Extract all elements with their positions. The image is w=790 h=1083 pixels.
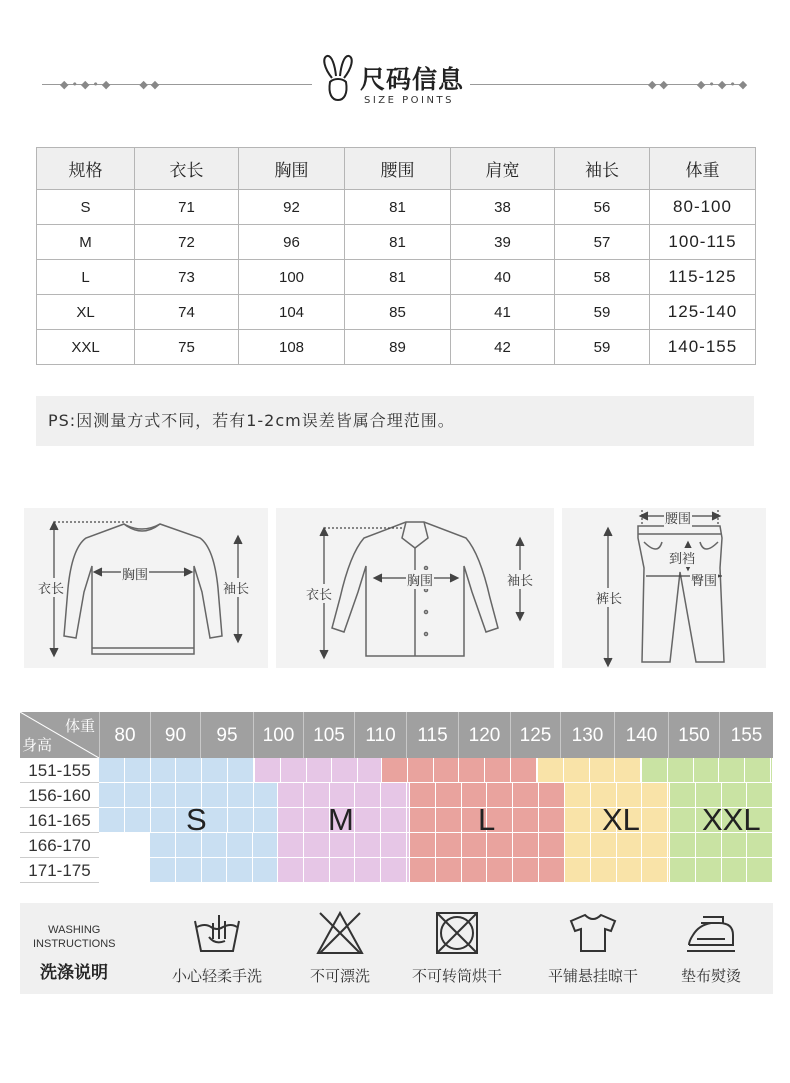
grid-cell-m — [278, 783, 304, 808]
table-cell: 58 — [555, 260, 650, 295]
grid-cell-s — [125, 758, 151, 783]
weight-axis-label: 体重 — [64, 717, 95, 735]
waist-label: 腰围 — [664, 508, 692, 527]
grid-cell-s — [151, 783, 177, 808]
column-header: 肩宽 — [451, 148, 555, 190]
size-zone-label: S — [186, 802, 207, 837]
length-label: 裤长 — [595, 588, 623, 607]
page-subtitle: SIZE POINTS — [364, 95, 454, 106]
grid-cell-s — [150, 833, 176, 858]
iron-with-cloth-icon — [683, 909, 739, 957]
grid-cell-s — [99, 758, 125, 783]
grid-cell-m — [278, 858, 304, 883]
size-zone-label: M — [328, 802, 354, 837]
grid-cell-m — [355, 808, 381, 833]
grid-cell-xxl — [719, 758, 745, 783]
washing-title-line: WASHING — [48, 924, 101, 936]
grid-cell-xl — [538, 758, 564, 783]
grid-corner — [20, 712, 99, 758]
grid-cell-l — [539, 783, 565, 808]
grid-cell-xl — [615, 758, 641, 783]
grid-cell-xl — [642, 858, 668, 883]
grid-cell-l — [436, 833, 462, 858]
table-cell: 41 — [451, 295, 555, 330]
grid-cell-l — [382, 758, 408, 783]
ornament-icon: ◆•◆•◆ ◆◆ — [60, 78, 163, 91]
grid-cell-xl — [591, 858, 617, 883]
table-row — [37, 190, 756, 225]
grid-cell-l — [513, 858, 539, 883]
hand-wash-icon — [191, 909, 243, 957]
grid-cell-m — [381, 783, 407, 808]
grid-cell-m — [281, 758, 307, 783]
table-cell: 72 — [135, 225, 239, 260]
rabbit-logo-icon — [318, 52, 358, 104]
weight-column-header: 80 — [99, 712, 150, 758]
grid-cell-l — [436, 783, 462, 808]
grid-cell-s — [228, 783, 254, 808]
grid-cell-m — [332, 758, 358, 783]
grid-cell-s — [150, 858, 176, 883]
wash-label: 不可转筒烘干 — [411, 967, 502, 985]
grid-cell-xl — [564, 758, 590, 783]
wash-label: 小心轻柔手洗 — [171, 967, 262, 985]
weight-column-header: 90 — [150, 712, 200, 758]
page-title: 尺码信息 — [360, 65, 465, 94]
grid-cell-xxl — [747, 858, 773, 883]
column-header: 规格 — [37, 148, 135, 190]
table-cell: 140-155 — [650, 330, 756, 365]
hip-label: 臀围 — [690, 570, 718, 589]
grid-cell-xxl — [670, 833, 696, 858]
grid-cell-l — [539, 833, 565, 858]
grid-cell-m — [307, 758, 333, 783]
grid-cell-m — [304, 808, 330, 833]
height-row-label: 166-170 — [20, 833, 99, 858]
height-row-label: 171-175 — [20, 858, 99, 883]
table-cell: 81 — [345, 190, 451, 225]
table-cell: 104 — [239, 295, 345, 330]
column-header: 袖长 — [555, 148, 650, 190]
pants-diagram — [562, 508, 766, 668]
table-cell: 89 — [345, 330, 451, 365]
grid-cell-s — [176, 758, 202, 783]
table-cell: 40 — [451, 260, 555, 295]
grid-cell-l — [513, 833, 539, 858]
weight-column-header: 130 — [560, 712, 614, 758]
shirt-diagram — [276, 508, 554, 668]
measurement-note: PS:因测量方式不同，若有1-2cm误差皆属合理范围。 — [36, 396, 754, 446]
wash-item — [281, 909, 399, 986]
grid-cell-xxl — [670, 783, 696, 808]
grid-cell-l — [462, 858, 488, 883]
sleeve-label: 袖长 — [222, 578, 250, 597]
grid-cell-l — [436, 858, 462, 883]
weight-column-header: 115 — [406, 712, 458, 758]
grid-cell-xl — [565, 808, 591, 833]
height-axis-label: 身高 — [22, 736, 53, 754]
length-label: 衣长 — [37, 578, 65, 597]
table-cell: 56 — [555, 190, 650, 225]
table-cell: 85 — [345, 295, 451, 330]
grid-cell-xxl — [642, 758, 668, 783]
washing-title-cn: 洗涤说明 — [40, 963, 108, 983]
grid-cell-l — [511, 758, 537, 783]
table-cell: 108 — [239, 330, 345, 365]
table-cell: L — [37, 260, 135, 295]
wash-label: 不可漂洗 — [309, 967, 370, 985]
grid-cell-m — [255, 758, 281, 783]
ornament-icon: ◆◆ ◆•◆•◆ — [648, 78, 751, 91]
grid-cell-l — [485, 758, 511, 783]
table-cell: 115-125 — [650, 260, 756, 295]
grid-cell-m — [278, 833, 304, 858]
grid-cell-s — [227, 833, 253, 858]
chest-label: 胸围 — [121, 564, 149, 583]
grid-cell-m — [355, 858, 381, 883]
table-row — [37, 295, 756, 330]
crotch-label: 到裆 — [668, 548, 696, 567]
sweater-diagram — [24, 508, 268, 668]
grid-cell-s — [202, 758, 228, 783]
weight-column-header: 150 — [668, 712, 719, 758]
table-cell: 75 — [135, 330, 239, 365]
table-cell: 92 — [239, 190, 345, 225]
washing-title-line: INSTRUCTIONS — [33, 938, 116, 950]
grid-cell-xl — [565, 858, 591, 883]
table-cell: 74 — [135, 295, 239, 330]
washing-title-en — [33, 923, 116, 951]
grid-cell-s — [151, 808, 177, 833]
grid-cell-s — [202, 858, 228, 883]
grid-cell-l — [539, 858, 565, 883]
table-cell: 81 — [345, 260, 451, 295]
size-table — [36, 147, 756, 365]
table-header-row — [37, 148, 756, 190]
grid-cell-s — [254, 783, 278, 808]
grid-cell-l — [513, 808, 539, 833]
grid-cell-m — [355, 783, 381, 808]
grid-cell-s — [99, 808, 125, 833]
height-row-label: 161-165 — [20, 808, 99, 833]
grid-cell-m — [278, 808, 304, 833]
grid-cell-s — [176, 858, 202, 883]
table-row — [37, 330, 756, 365]
grid-cell-xxl — [745, 758, 771, 783]
washing-instructions — [20, 903, 773, 994]
grid-cell-xl — [590, 758, 616, 783]
grid-cell-s — [227, 858, 253, 883]
pants-icon — [562, 508, 766, 668]
grid-cell-m — [381, 858, 407, 883]
weight-column-header: 120 — [458, 712, 510, 758]
table-cell: XXL — [37, 330, 135, 365]
grid-cell-m — [381, 808, 407, 833]
table-cell: 39 — [451, 225, 555, 260]
weight-column-header: 155 — [719, 712, 773, 758]
grid-cell-m — [330, 858, 356, 883]
wash-item — [158, 909, 276, 986]
grid-cell-l — [539, 808, 565, 833]
grid-cell-xl — [617, 858, 643, 883]
grid-cell-xxl — [668, 758, 694, 783]
grid-cell-xxl — [696, 858, 722, 883]
grid-cell-m — [355, 833, 381, 858]
grid-cell-xl — [565, 783, 591, 808]
grid-cell-xxl — [670, 808, 696, 833]
table-row — [37, 260, 756, 295]
grid-cell-l — [408, 758, 434, 783]
grid-cell-m — [358, 758, 382, 783]
size-zone-label: L — [478, 802, 496, 837]
grid-cell-xl — [565, 833, 591, 858]
table-cell: S — [37, 190, 135, 225]
table-cell: 42 — [451, 330, 555, 365]
grid-cell-s — [228, 808, 254, 833]
chest-label: 胸围 — [406, 570, 434, 589]
grid-cell-m — [304, 783, 330, 808]
table-cell: 57 — [555, 225, 650, 260]
table-cell: 59 — [555, 330, 650, 365]
weight-column-header: 110 — [354, 712, 406, 758]
weight-column-header: 125 — [510, 712, 560, 758]
grid-cell-s — [253, 833, 278, 858]
grid-cell-l — [434, 758, 460, 783]
grid-cell-s — [151, 758, 177, 783]
grid-cell-l — [410, 858, 436, 883]
table-cell: M — [37, 225, 135, 260]
height-row-label: 156-160 — [20, 783, 99, 808]
grid-cell-xxl — [670, 858, 696, 883]
column-header: 腰围 — [345, 148, 451, 190]
wash-item — [398, 909, 516, 986]
grid-cell-l — [459, 758, 485, 783]
no-bleach-icon — [314, 909, 366, 957]
table-cell: 125-140 — [650, 295, 756, 330]
no-tumble-dry-icon — [431, 909, 483, 957]
grid-cell-xl — [642, 833, 668, 858]
grid-cell-l — [410, 833, 436, 858]
grid-cell-l — [436, 808, 462, 833]
wash-item — [534, 909, 652, 986]
column-header: 衣长 — [135, 148, 239, 190]
wash-label: 垫布熨烫 — [680, 967, 741, 985]
size-zone-label: XL — [602, 802, 640, 837]
table-cell: 81 — [345, 225, 451, 260]
weight-column-header: 100 — [253, 712, 303, 758]
grid-cell-s — [228, 758, 254, 783]
table-cell: 38 — [451, 190, 555, 225]
height-row-label: 151-155 — [20, 758, 99, 783]
wash-item — [652, 909, 770, 986]
grid-cell-s — [99, 783, 125, 808]
grid-cell-l — [513, 783, 539, 808]
grid-cell-xxl — [722, 858, 748, 883]
table-cell: 59 — [555, 295, 650, 330]
grid-cell-l — [487, 858, 513, 883]
table-cell: 73 — [135, 260, 239, 295]
size-zone-label: XXL — [702, 802, 761, 837]
grid-cell-m — [381, 833, 407, 858]
wash-label: 平铺悬挂晾干 — [547, 967, 638, 985]
grid-cell-l — [410, 808, 436, 833]
grid-cell-m — [304, 833, 330, 858]
length-label: 衣长 — [305, 584, 333, 603]
hang-dry-icon — [567, 909, 619, 957]
table-cell: 100 — [239, 260, 345, 295]
grid-cell-s — [253, 858, 278, 883]
table-cell: XL — [37, 295, 135, 330]
grid-cell-s — [125, 808, 151, 833]
weight-column-header: 140 — [614, 712, 668, 758]
weight-column-header: 105 — [303, 712, 354, 758]
column-header: 体重 — [650, 148, 756, 190]
grid-cell-xl — [642, 783, 668, 808]
sleeve-label: 袖长 — [506, 570, 534, 589]
grid-cell-xxl — [694, 758, 720, 783]
grid-cell-l — [410, 783, 436, 808]
grid-cell-s — [125, 783, 151, 808]
column-header: 胸围 — [239, 148, 345, 190]
grid-cell-s — [254, 808, 278, 833]
grid-cell-xl — [642, 808, 668, 833]
table-row — [37, 225, 756, 260]
table-cell: 80-100 — [650, 190, 756, 225]
weight-column-header: 95 — [200, 712, 253, 758]
table-cell: 71 — [135, 190, 239, 225]
table-cell: 96 — [239, 225, 345, 260]
grid-cell-m — [304, 858, 330, 883]
grid-cell-xxl — [771, 758, 773, 783]
table-cell: 100-115 — [650, 225, 756, 260]
